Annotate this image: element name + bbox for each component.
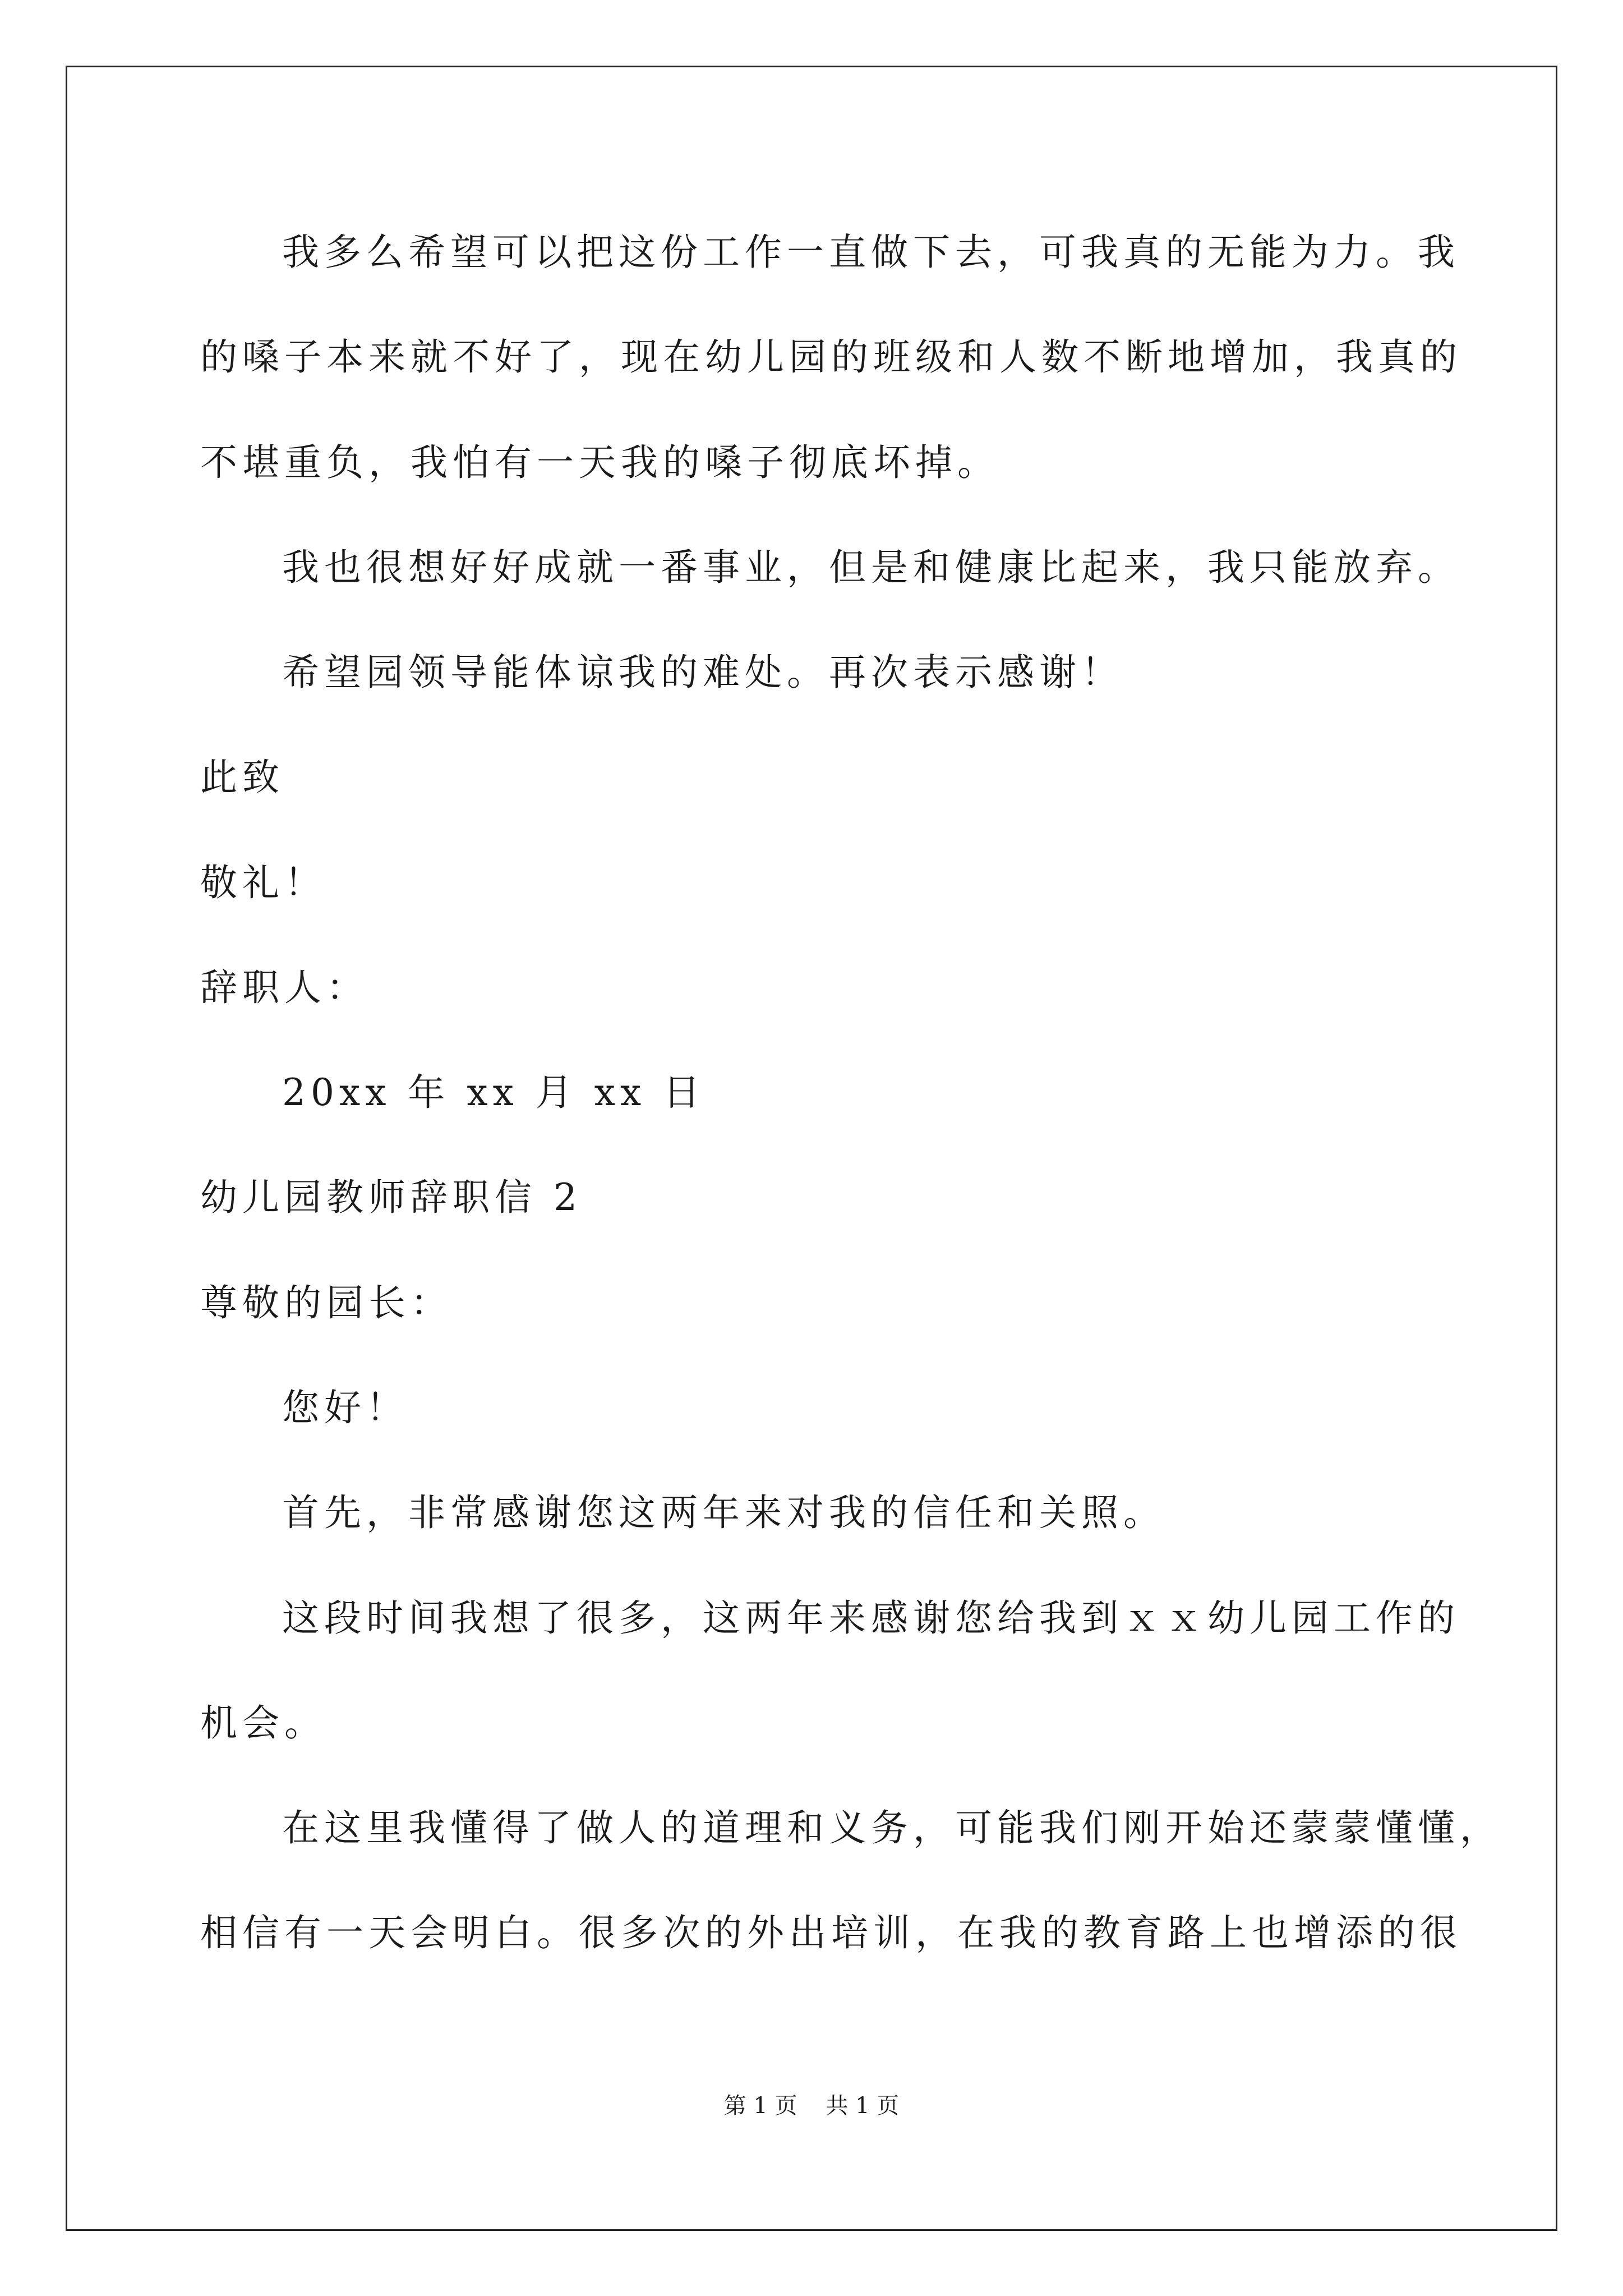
page-number-footer: 第 1 页 共 1 页	[723, 2093, 900, 2119]
closing-salutation: 敬礼！	[200, 861, 326, 904]
paragraph-line: 的嗓子本来就不好了，现在幼儿园的班级和人数不断地增加，我真的	[200, 335, 1462, 379]
section-title: 幼儿园教师辞职信 2	[200, 1176, 582, 1219]
paragraph-line: 首先，非常感谢您这两年来对我的信任和关照。	[282, 1491, 1165, 1534]
page-border	[66, 66, 1557, 2231]
salutation: 尊敬的园长：	[200, 1281, 453, 1324]
paragraph-line: 在这里我懂得了做人的道理和义务，可能我们刚开始还蒙蒙懂懂，	[282, 1806, 1502, 1849]
closing-salutation: 此致	[200, 756, 284, 799]
paragraph-line: 机会。	[200, 1701, 326, 1745]
greeting: 您好！	[282, 1386, 408, 1429]
paragraph-line: 我也很想好好成就一番事业，但是和健康比起来，我只能放弃。	[282, 546, 1460, 589]
paragraph-line: 相信有一天会明白。很多次的外出培训，在我的教育路上也增添的很	[200, 1911, 1462, 1954]
paragraph-line: 希望园领导能体谅我的难处。再次表示感谢！	[282, 651, 1123, 694]
signature-label: 辞职人：	[200, 966, 368, 1009]
paragraph-line: 这段时间我想了很多，这两年来感谢您给我到ｘｘ幼儿园工作的	[282, 1596, 1460, 1640]
date-line: 20xx 年 xx 月 xx 日	[282, 1071, 706, 1114]
paragraph-line: 不堪重负，我怕有一天我的嗓子彻底坏掉。	[200, 441, 999, 484]
paragraph-line: 我多么希望可以把这份工作一直做下去，可我真的无能为力。我	[282, 231, 1460, 274]
